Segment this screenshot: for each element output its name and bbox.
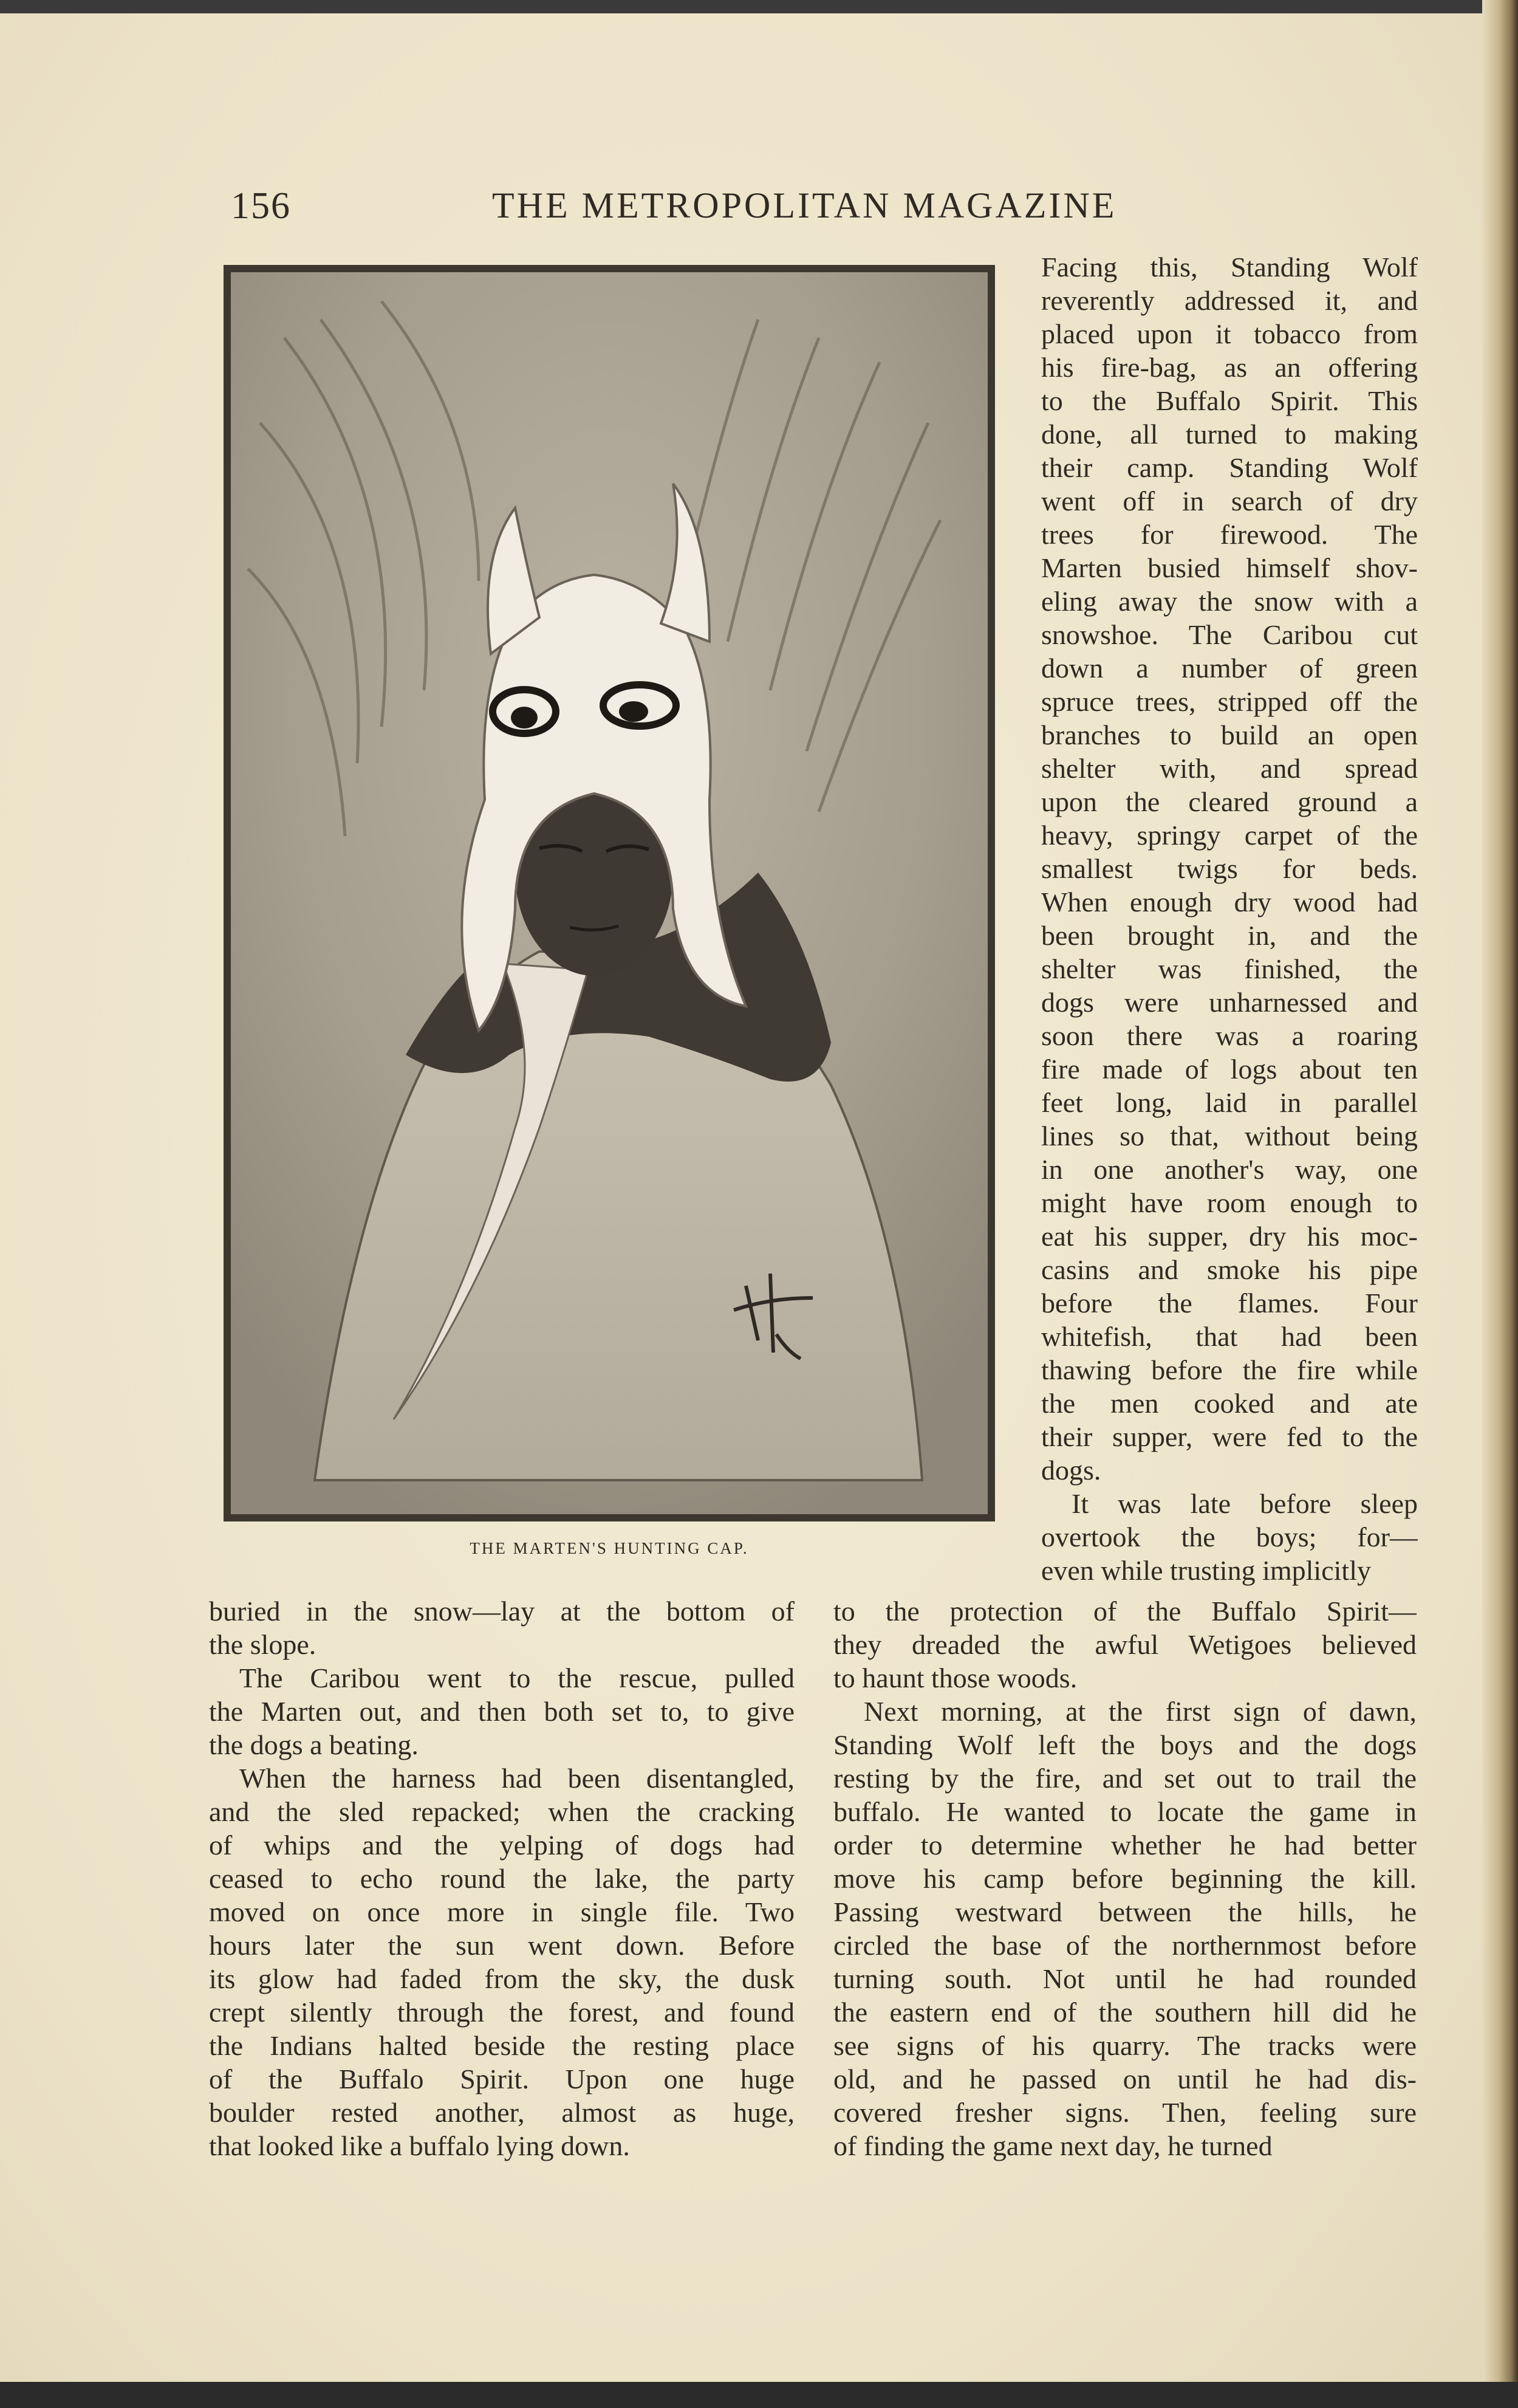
text-line: went off in search of dry bbox=[1041, 485, 1418, 516]
text-line: moved on once more in single file. Two bbox=[209, 1896, 795, 1927]
text-line: their supper, were fed to the bbox=[1041, 1421, 1418, 1452]
page-top-edge bbox=[0, 0, 1518, 13]
text-line: upon the cleared ground a bbox=[1041, 786, 1418, 817]
text-line: in one another's way, one bbox=[1041, 1154, 1418, 1185]
text-line: the slope. bbox=[209, 1629, 316, 1660]
text-line: order to determine whether he had better bbox=[833, 1830, 1417, 1861]
text-line: lines so that, without being bbox=[1041, 1120, 1418, 1151]
illustration-drawing bbox=[224, 265, 995, 1521]
text-line: feet long, laid in parallel bbox=[1041, 1087, 1418, 1118]
text-line: of the Buffalo Spirit. Upon one huge bbox=[209, 2063, 795, 2094]
text-line: even while trusting implicitly bbox=[1041, 1555, 1371, 1586]
text-line: fire made of logs about ten bbox=[1041, 1054, 1418, 1085]
text-line: of finding the game next day, he turned bbox=[833, 2130, 1273, 2161]
text-line: might have room enough to bbox=[1041, 1187, 1418, 1218]
text-line: Passing westward between the hills, he bbox=[833, 1896, 1417, 1927]
page-header bbox=[231, 182, 1154, 231]
text-line: resting by the fire, and set out to trail the bbox=[833, 1763, 1417, 1794]
text-line: its glow had faded from the sky, the dusk bbox=[209, 1963, 795, 1994]
text-line: covered fresher signs. Then, feeling sure bbox=[833, 2097, 1417, 2128]
text-line: The Caribou went to the rescue, pulled bbox=[239, 1662, 795, 1693]
text-line: they dreaded the awful Wetigoes believed bbox=[833, 1629, 1417, 1660]
text-line: Standing Wolf left the boys and the dogs bbox=[833, 1729, 1417, 1760]
text-line: overtook the boys; for— bbox=[1041, 1521, 1418, 1552]
text-line: When the harness had been disentangled, bbox=[239, 1763, 795, 1794]
text-column-left bbox=[209, 1594, 795, 2163]
text-line: reverently addressed it, and bbox=[1041, 285, 1418, 316]
text-line: circled the base of the northernmost before bbox=[833, 1930, 1417, 1961]
illustration bbox=[224, 265, 995, 1521]
illustration-caption: THE MARTEN'S HUNTING CAP. bbox=[470, 1539, 749, 1557]
text-line: shelter was finished, the bbox=[1041, 953, 1418, 984]
text-line: old, and he passed on until he had dis- bbox=[833, 2063, 1417, 2094]
text-line: whitefish, that had been bbox=[1041, 1321, 1418, 1352]
text-line: spruce trees, stripped off the bbox=[1041, 686, 1418, 717]
page-bottom-edge bbox=[0, 2382, 1518, 2408]
text-line: the men cooked and ate bbox=[1041, 1388, 1418, 1419]
text-line: heavy, springy carpet of the bbox=[1041, 820, 1418, 851]
text-line: the Indians halted beside the resting place bbox=[209, 2030, 795, 2061]
text-line: eat his supper, dry his moc- bbox=[1041, 1221, 1418, 1252]
text-line: eling away the snow with a bbox=[1041, 586, 1418, 617]
text-line: down a number of green bbox=[1041, 653, 1418, 684]
text-line: the Marten out, and then both set to, to give bbox=[209, 1696, 795, 1727]
text-line: ceased to echo round the lake, the party bbox=[209, 1863, 795, 1894]
text-line: buffalo. He wanted to locate the game in bbox=[833, 1796, 1417, 1827]
text-line: snowshoe. The Caribou cut bbox=[1041, 619, 1418, 650]
text-line: his fire-bag, as an offering bbox=[1041, 352, 1418, 383]
running-head: THE METROPOLITAN MAGAZINE bbox=[492, 185, 1117, 225]
text-line: Facing this, Standing Wolf bbox=[1041, 252, 1418, 283]
text-line: been brought in, and the bbox=[1041, 920, 1418, 951]
text-line: branches to build an open bbox=[1041, 719, 1418, 750]
text-line: smallest twigs for beds. bbox=[1041, 853, 1418, 884]
text-line: placed upon it tobacco from bbox=[1041, 318, 1418, 349]
text-line: soon there was a roaring bbox=[1041, 1020, 1418, 1051]
text-line: done, all turned to making bbox=[1041, 419, 1418, 450]
page-number: 156 bbox=[231, 185, 291, 227]
book-spine-edge bbox=[1482, 0, 1518, 2408]
text-column-right-lower bbox=[833, 1594, 1417, 2163]
text-line: When enough dry wood had bbox=[1041, 887, 1418, 918]
text-line: to the Buffalo Spirit. This bbox=[1041, 385, 1418, 416]
text-line: Marten busied himself shov- bbox=[1041, 552, 1418, 583]
text-line: dogs. bbox=[1041, 1455, 1101, 1486]
text-line: and the sled repacked; when the cracking bbox=[209, 1796, 795, 1827]
text-line: casins and smoke his pipe bbox=[1041, 1254, 1418, 1285]
text-line: crept silently through the forest, and found bbox=[209, 1997, 795, 2028]
text-line: shelter with, and spread bbox=[1041, 753, 1418, 784]
text-line: of whips and the yelping of dogs had bbox=[209, 1830, 795, 1861]
text-line: to haunt those woods. bbox=[833, 1662, 1078, 1693]
text-line: the dogs a beating. bbox=[209, 1729, 419, 1760]
text-column-right-upper bbox=[1041, 250, 1418, 1587]
text-line: dogs were unharnessed and bbox=[1041, 987, 1418, 1018]
text-line: the eastern end of the southern hill did he bbox=[833, 1997, 1417, 2028]
text-line: It was late before sleep bbox=[1072, 1488, 1418, 1519]
text-line: boulder rested another, almost as huge, bbox=[209, 2097, 795, 2128]
text-line: their camp. Standing Wolf bbox=[1041, 452, 1418, 483]
text-line: before the flames. Four bbox=[1041, 1288, 1418, 1319]
text-line: to the protection of the Buffalo Spirit— bbox=[833, 1596, 1417, 1627]
text-line: trees for firewood. The bbox=[1041, 519, 1418, 550]
text-line: thawing before the fire while bbox=[1041, 1354, 1418, 1385]
text-line: Next morning, at the first sign of dawn, bbox=[864, 1696, 1417, 1727]
text-line: hours later the sun went down. Before bbox=[209, 1930, 795, 1961]
text-line: turning south. Not until he had rounded bbox=[833, 1963, 1417, 1994]
text-line: move his camp before beginning the kill. bbox=[833, 1863, 1417, 1894]
text-line: buried in the snow—lay at the bottom of bbox=[209, 1596, 795, 1627]
text-line: that looked like a buffalo lying down. bbox=[209, 2130, 630, 2161]
text-line: see signs of his quarry. The tracks were bbox=[833, 2030, 1417, 2061]
